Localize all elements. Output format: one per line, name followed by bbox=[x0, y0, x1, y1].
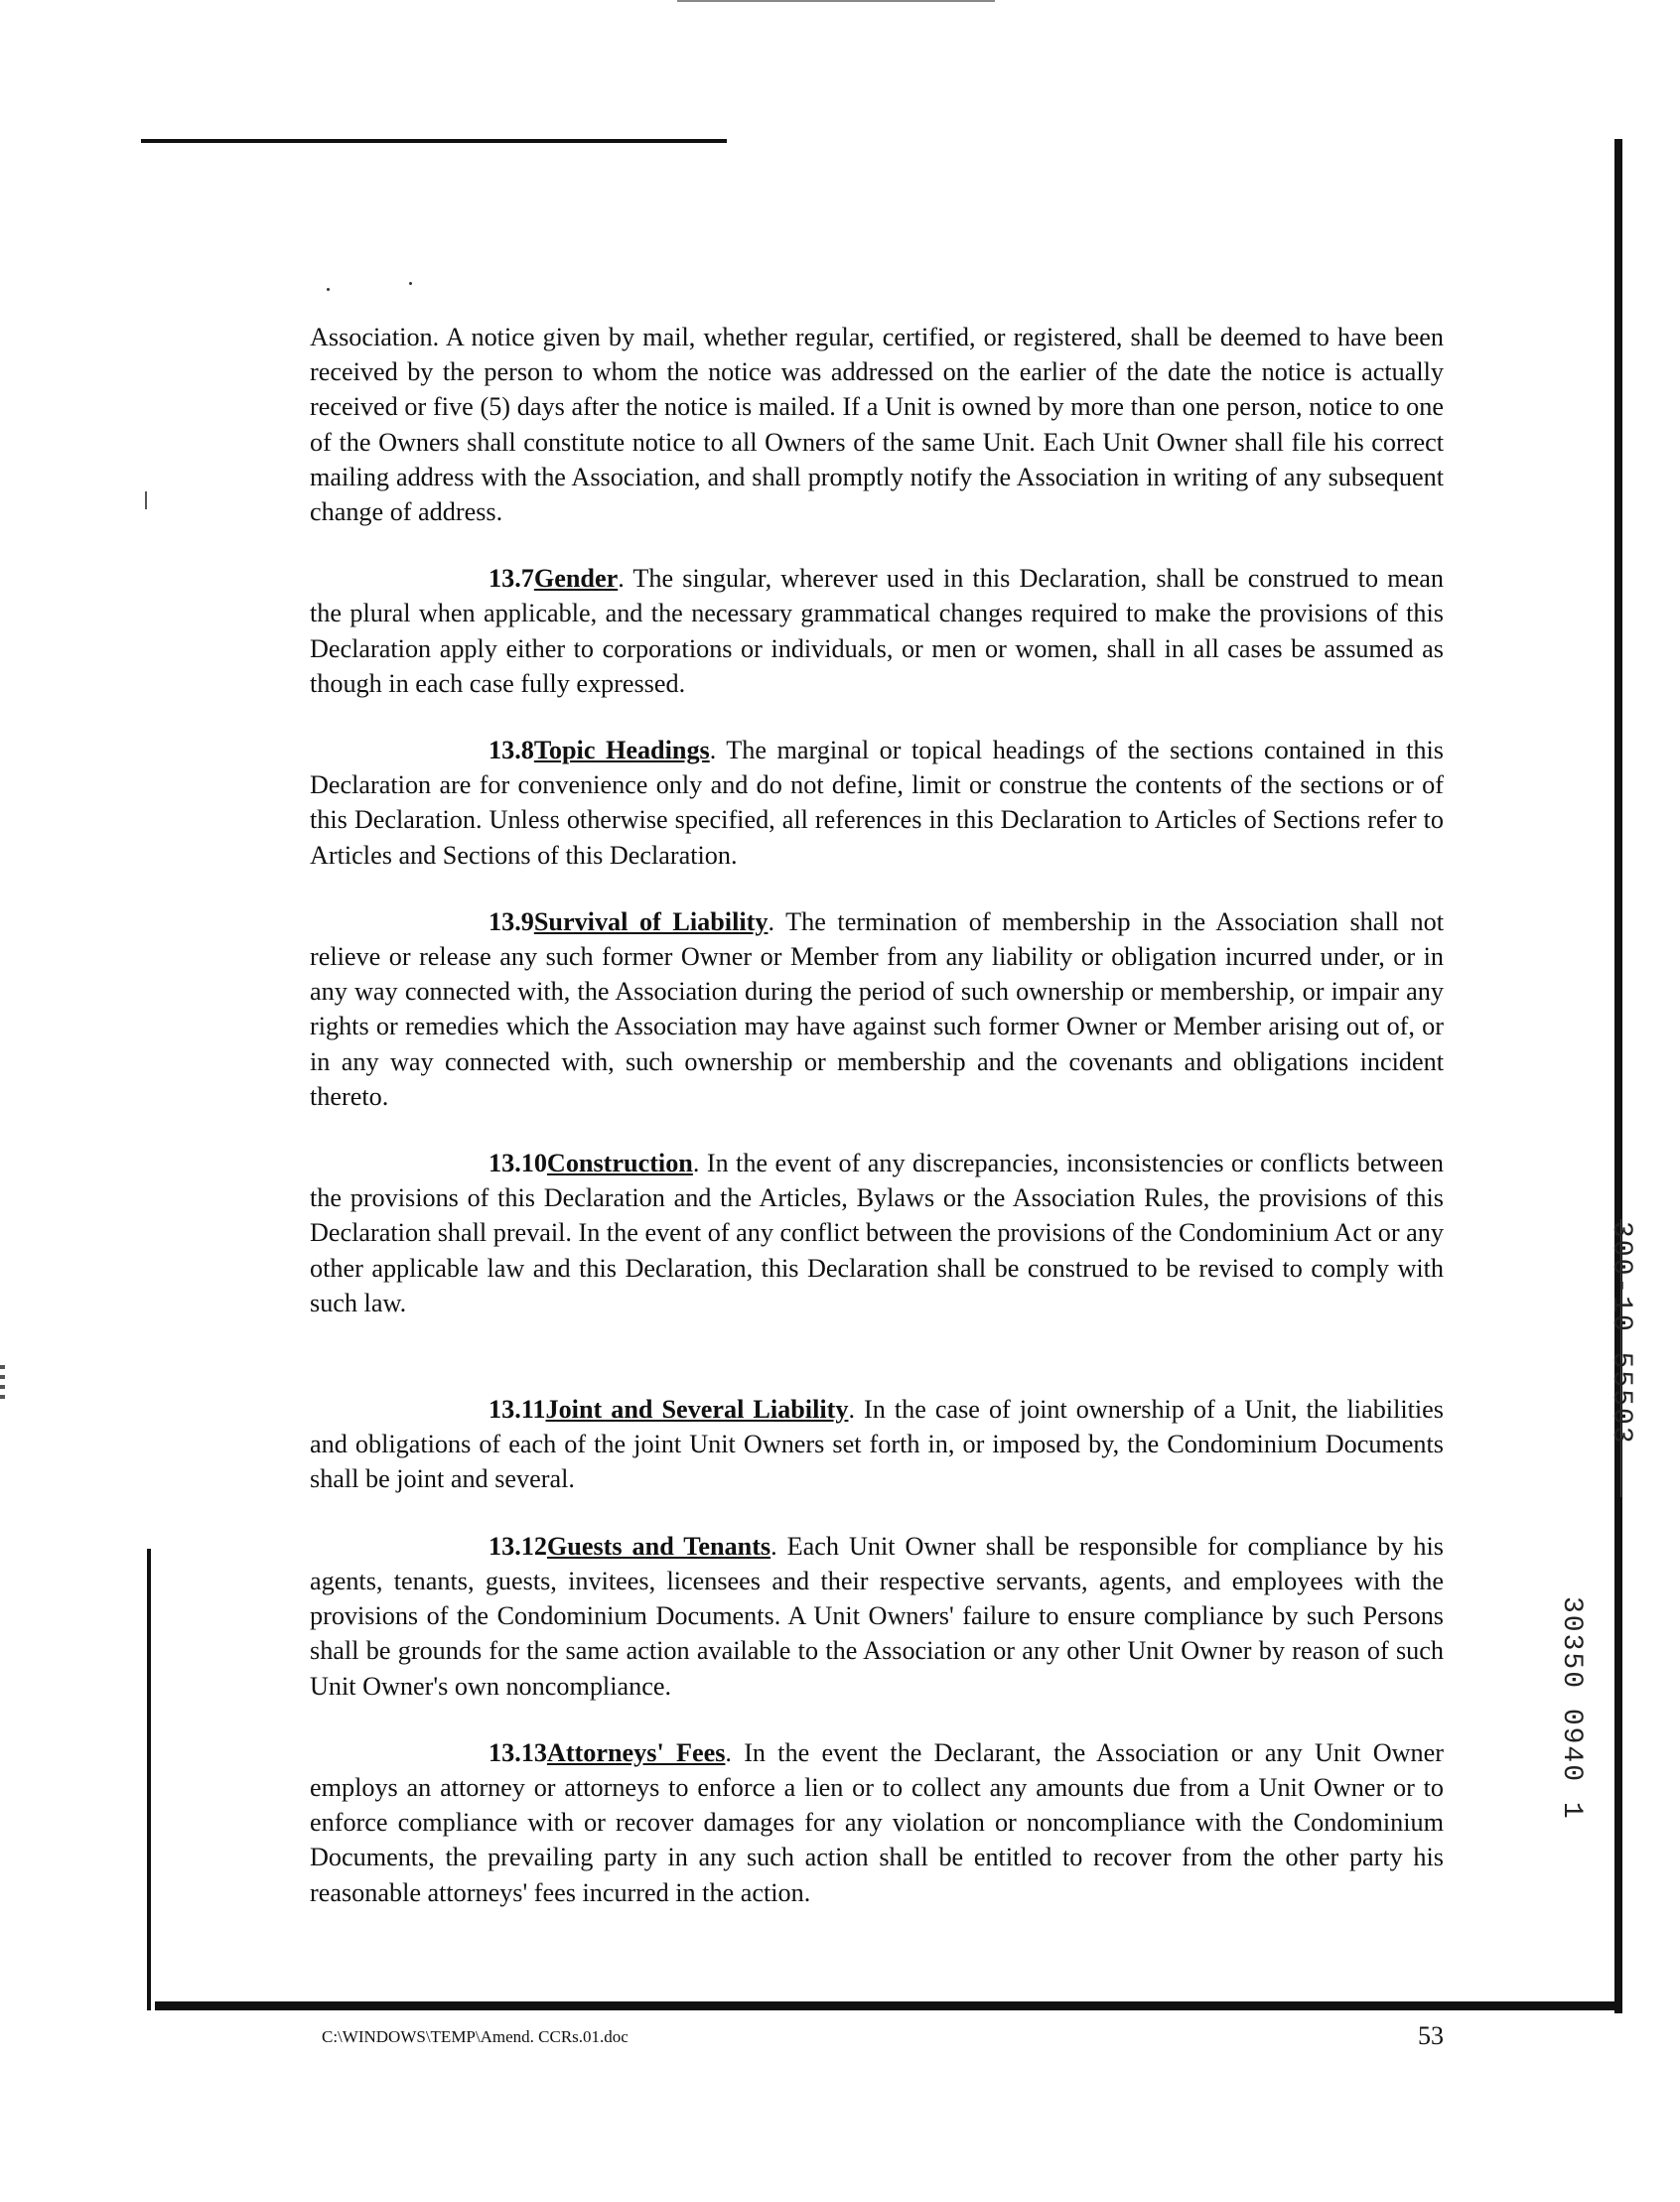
paragraph-text: . The marginal or topical headings of the sections contained in this Declaration are for convenience only and do not define, limit or construe the contents of the sections or of this Declaration. Unless otherwise specified, all references in this Declaration to Articles of Sections refer to Articles and Sections of this Declaration. bbox=[310, 736, 1444, 870]
document-body bbox=[310, 320, 1444, 1942]
recording-stamp: 30350 0940 1 bbox=[1556, 1596, 1587, 1821]
section-13-12 bbox=[310, 1529, 1444, 1704]
section-title: Gender bbox=[533, 564, 619, 594]
paragraph-continuation bbox=[310, 320, 1444, 529]
section-title: Joint and Several Liability bbox=[545, 1395, 849, 1425]
paragraph-text: . In the event of any discrepancies, inconsistencies or conflicts between the provisions of this Declaration and the Articles, Bylaws or the Association Rules, the provisions of this Declaration shall prevail. In the event of any conflict between the provisions of the Condominium Act or any other applicable law and this Declaration, this Declaration shall be construed to be revised to comply with such law. bbox=[310, 1149, 1444, 1317]
top-rule bbox=[141, 139, 727, 143]
section-number: 13.8 bbox=[489, 736, 534, 765]
section-number: 13.10 bbox=[489, 1149, 547, 1178]
section-13-11 bbox=[310, 1392, 1444, 1497]
section-number: 13.11 bbox=[489, 1395, 546, 1425]
section-title: Construction bbox=[546, 1149, 693, 1178]
section-13-8 bbox=[310, 733, 1444, 873]
section-number: 13.9 bbox=[489, 906, 534, 936]
section-13-13 bbox=[310, 1735, 1444, 1910]
scan-speck bbox=[409, 282, 412, 285]
right-page-border bbox=[1614, 139, 1622, 2013]
section-title: Guests and Tenants bbox=[546, 1531, 771, 1561]
recording-stamp: 300-10 55503 bbox=[1606, 1221, 1636, 1445]
left-page-border bbox=[147, 1549, 151, 2010]
edge-mark bbox=[0, 1365, 5, 1405]
section-title: Topic Headings bbox=[533, 736, 710, 765]
section-13-7 bbox=[310, 561, 1444, 701]
section-13-10 bbox=[310, 1146, 1444, 1320]
section-13-9 bbox=[310, 904, 1444, 1114]
top-edge-mark bbox=[677, 0, 995, 2]
section-number: 13.13 bbox=[489, 1737, 547, 1767]
section-title: Attorneys' Fees bbox=[546, 1737, 726, 1767]
paragraph-text: Association. A notice given by mail, whether regular, certified, or registered, shall be deemed to have been received by the person to whom the notice was addressed on the earlier of the date the notice is actually received or five (5) days after the notice is mailed. If a Unit is owned by more than one person, notice to one of the Owners shall constitute notice to all Owners of the same Unit. Each Unit Owner shall file his correct mailing address with the Association, and shall promptly notify the Association in writing of any subsequent change of address. bbox=[310, 323, 1444, 527]
page-number: 53 bbox=[1418, 2021, 1444, 2050]
section-number: 13.7 bbox=[489, 564, 534, 594]
paragraph-text: . In the event the Declarant, the Association or any Unit Owner employs an attorney or attorneys to enforce a lien or to collect any amounts due from a Unit Owner or to enforce compliance with or recover damages for any violation or noncompliance with the Condominium Documents, the prevailing party in any such action shall be entitled to recover from the other party his reasonable attorneys' fees incurred in the action. bbox=[310, 1737, 1444, 1907]
footer-file-path: C:\WINDOWS\TEMP\Amend. CCRs.01.doc bbox=[322, 2027, 629, 2046]
paragraph-text: . Each Unit Owner shall be responsible for compliance by his agents, tenants, guests, invitees, licensees and their respective servants, agents, and employees with the provisions of the Condominium Documents. A Unit Owners' failure to ensure compliance by such Persons shall be grounds for the same action available to the Association or any other Unit Owner by reason of such Unit Owner's own noncompliance. bbox=[310, 1531, 1444, 1701]
section-title: Survival of Liability bbox=[533, 906, 769, 936]
bottom-page-border bbox=[155, 2001, 1622, 2010]
paragraph-text: . The termination of membership in the Association shall not relieve or release any such former Owner or Member from any liability or obligation incurred under, or in any way connected with, the Association during the period of such ownership or membership, or impair any rights or remedies which the Association may have against such former Owner or Member arising out of, or in any way connected with, such ownership or membership and the covenants and obligations incident thereto. bbox=[310, 906, 1444, 1111]
paragraph-text: . The singular, wherever used in this Declaration, shall be construed to mean the plural when applicable, and the necessary grammatical changes required to make the provisions of this Declaration apply either to corporations or individuals, or men or women, shall in all cases be assumed as though in each case fully expressed. bbox=[310, 564, 1444, 698]
scan-speck bbox=[327, 288, 330, 291]
section-number: 13.12 bbox=[489, 1531, 547, 1561]
margin-mark bbox=[145, 491, 147, 509]
paragraph-text: . In the case of joint ownership of a Unit, the liabilities and obligations of each of the joint Unit Owners set forth in, or imposed by, the Condominium Documents shall be joint and several. bbox=[310, 1395, 1444, 1494]
